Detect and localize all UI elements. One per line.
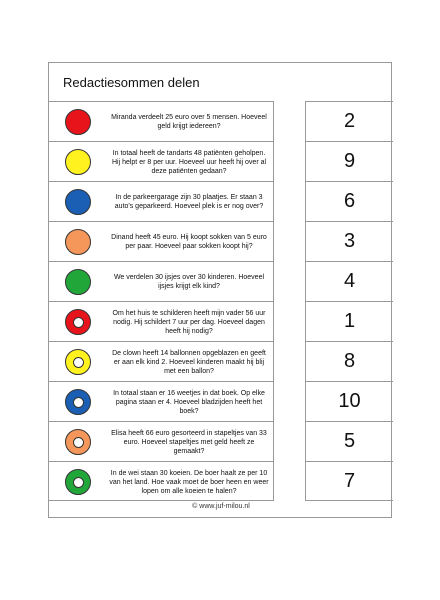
color-dot-icon — [65, 269, 91, 295]
problem-card — [49, 261, 274, 301]
problem-text: In totaal staan er 16 weetjes in dat boek. Op elke pagina staan er 4. Hoeveel bladzijden heeft het boek? — [113, 389, 265, 415]
problem-row — [49, 101, 393, 141]
problem-card — [49, 301, 274, 341]
color-dot-icon — [65, 229, 91, 255]
color-dot-icon — [65, 109, 91, 135]
ring-dot-icon — [65, 469, 91, 495]
answer-card: 7 — [305, 461, 393, 501]
problem-card — [49, 181, 274, 221]
answer-card: 10 — [305, 381, 393, 421]
problem-card — [49, 461, 274, 501]
color-dot-icon — [65, 149, 91, 175]
problem-row — [49, 381, 393, 421]
answer-card: 4 — [305, 261, 393, 301]
problem-card — [49, 221, 274, 261]
problem-text: Elisa heeft 66 euro gesorteerd in stapeltjes van 33 euro. Hoeveel stapeltjes met geld heeft ze gemaakt? — [111, 429, 267, 455]
problem-row — [49, 141, 393, 181]
problem-text: Dinand heeft 45 euro. Hij koopt sokken van 5 euro per paar. Hoeveel paar sokken koopt hij? — [111, 234, 267, 250]
problem-card — [49, 381, 274, 421]
answer-card: 9 — [305, 141, 393, 181]
page-title: Redactiesommen delen — [63, 75, 200, 90]
problem-row — [49, 261, 393, 301]
ring-dot-icon — [65, 429, 91, 455]
problem-text: Om het huis te schilderen heeft mijn vader 56 uur nodig. Hij schildert 7 uur per dag. Hoeveel dagen heeft hij nodig? — [112, 309, 266, 335]
problem-text: De clown heeft 14 ballonnen opgeblazen en geeft er aan elk kind 2. Hoeveel kinderen maakt hij blij met een ballon? — [112, 349, 266, 375]
problem-text: We verdelen 30 ijsjes over 30 kinderen. Hoeveel ijsjes krijgt elk kind? — [113, 274, 265, 290]
problem-card — [49, 421, 274, 461]
problem-card — [49, 141, 274, 181]
ring-dot-icon — [65, 349, 91, 375]
ring-dot-icon — [65, 309, 91, 335]
color-dot-icon — [65, 189, 91, 215]
problem-card — [49, 341, 274, 381]
ring-dot-icon — [65, 389, 91, 415]
problem-text: In totaal heeft de tandarts 48 patiënten geholpen. Hij helpt er 8 per uur. Hoeveel uur heeft hij over al deze patiënten gedaan? — [111, 149, 267, 175]
problem-row — [49, 301, 393, 341]
problem-row — [49, 181, 393, 221]
problem-text: In de parkeergarage zijn 30 plaatjes. Er staan 3 auto's geparkeerd. Hoeveel plek is er nog over? — [114, 194, 264, 210]
answer-card: 3 — [305, 221, 393, 261]
answer-card: 6 — [305, 181, 393, 221]
problem-list — [49, 101, 393, 501]
problem-row — [49, 461, 393, 501]
problem-row — [49, 341, 393, 381]
answer-card: 5 — [305, 421, 393, 461]
problem-card — [49, 101, 274, 141]
answer-card: 1 — [305, 301, 393, 341]
worksheet — [48, 62, 392, 518]
problem-text: In de wei staan 30 koeien. De boer haalt ze per 10 van het land. Hoe vaak moet de boer heen en weer lopen om alle koeien te halen? — [109, 469, 269, 495]
answer-card: 8 — [305, 341, 393, 381]
problem-row — [49, 221, 393, 261]
answer-card: 2 — [305, 101, 393, 141]
problem-row — [49, 421, 393, 461]
copyright-footer: © www.juf-milou.nl — [192, 503, 250, 510]
problem-text: Miranda verdeelt 25 euro over 5 mensen. Hoeveel geld krijgt iedereen? — [111, 114, 267, 130]
